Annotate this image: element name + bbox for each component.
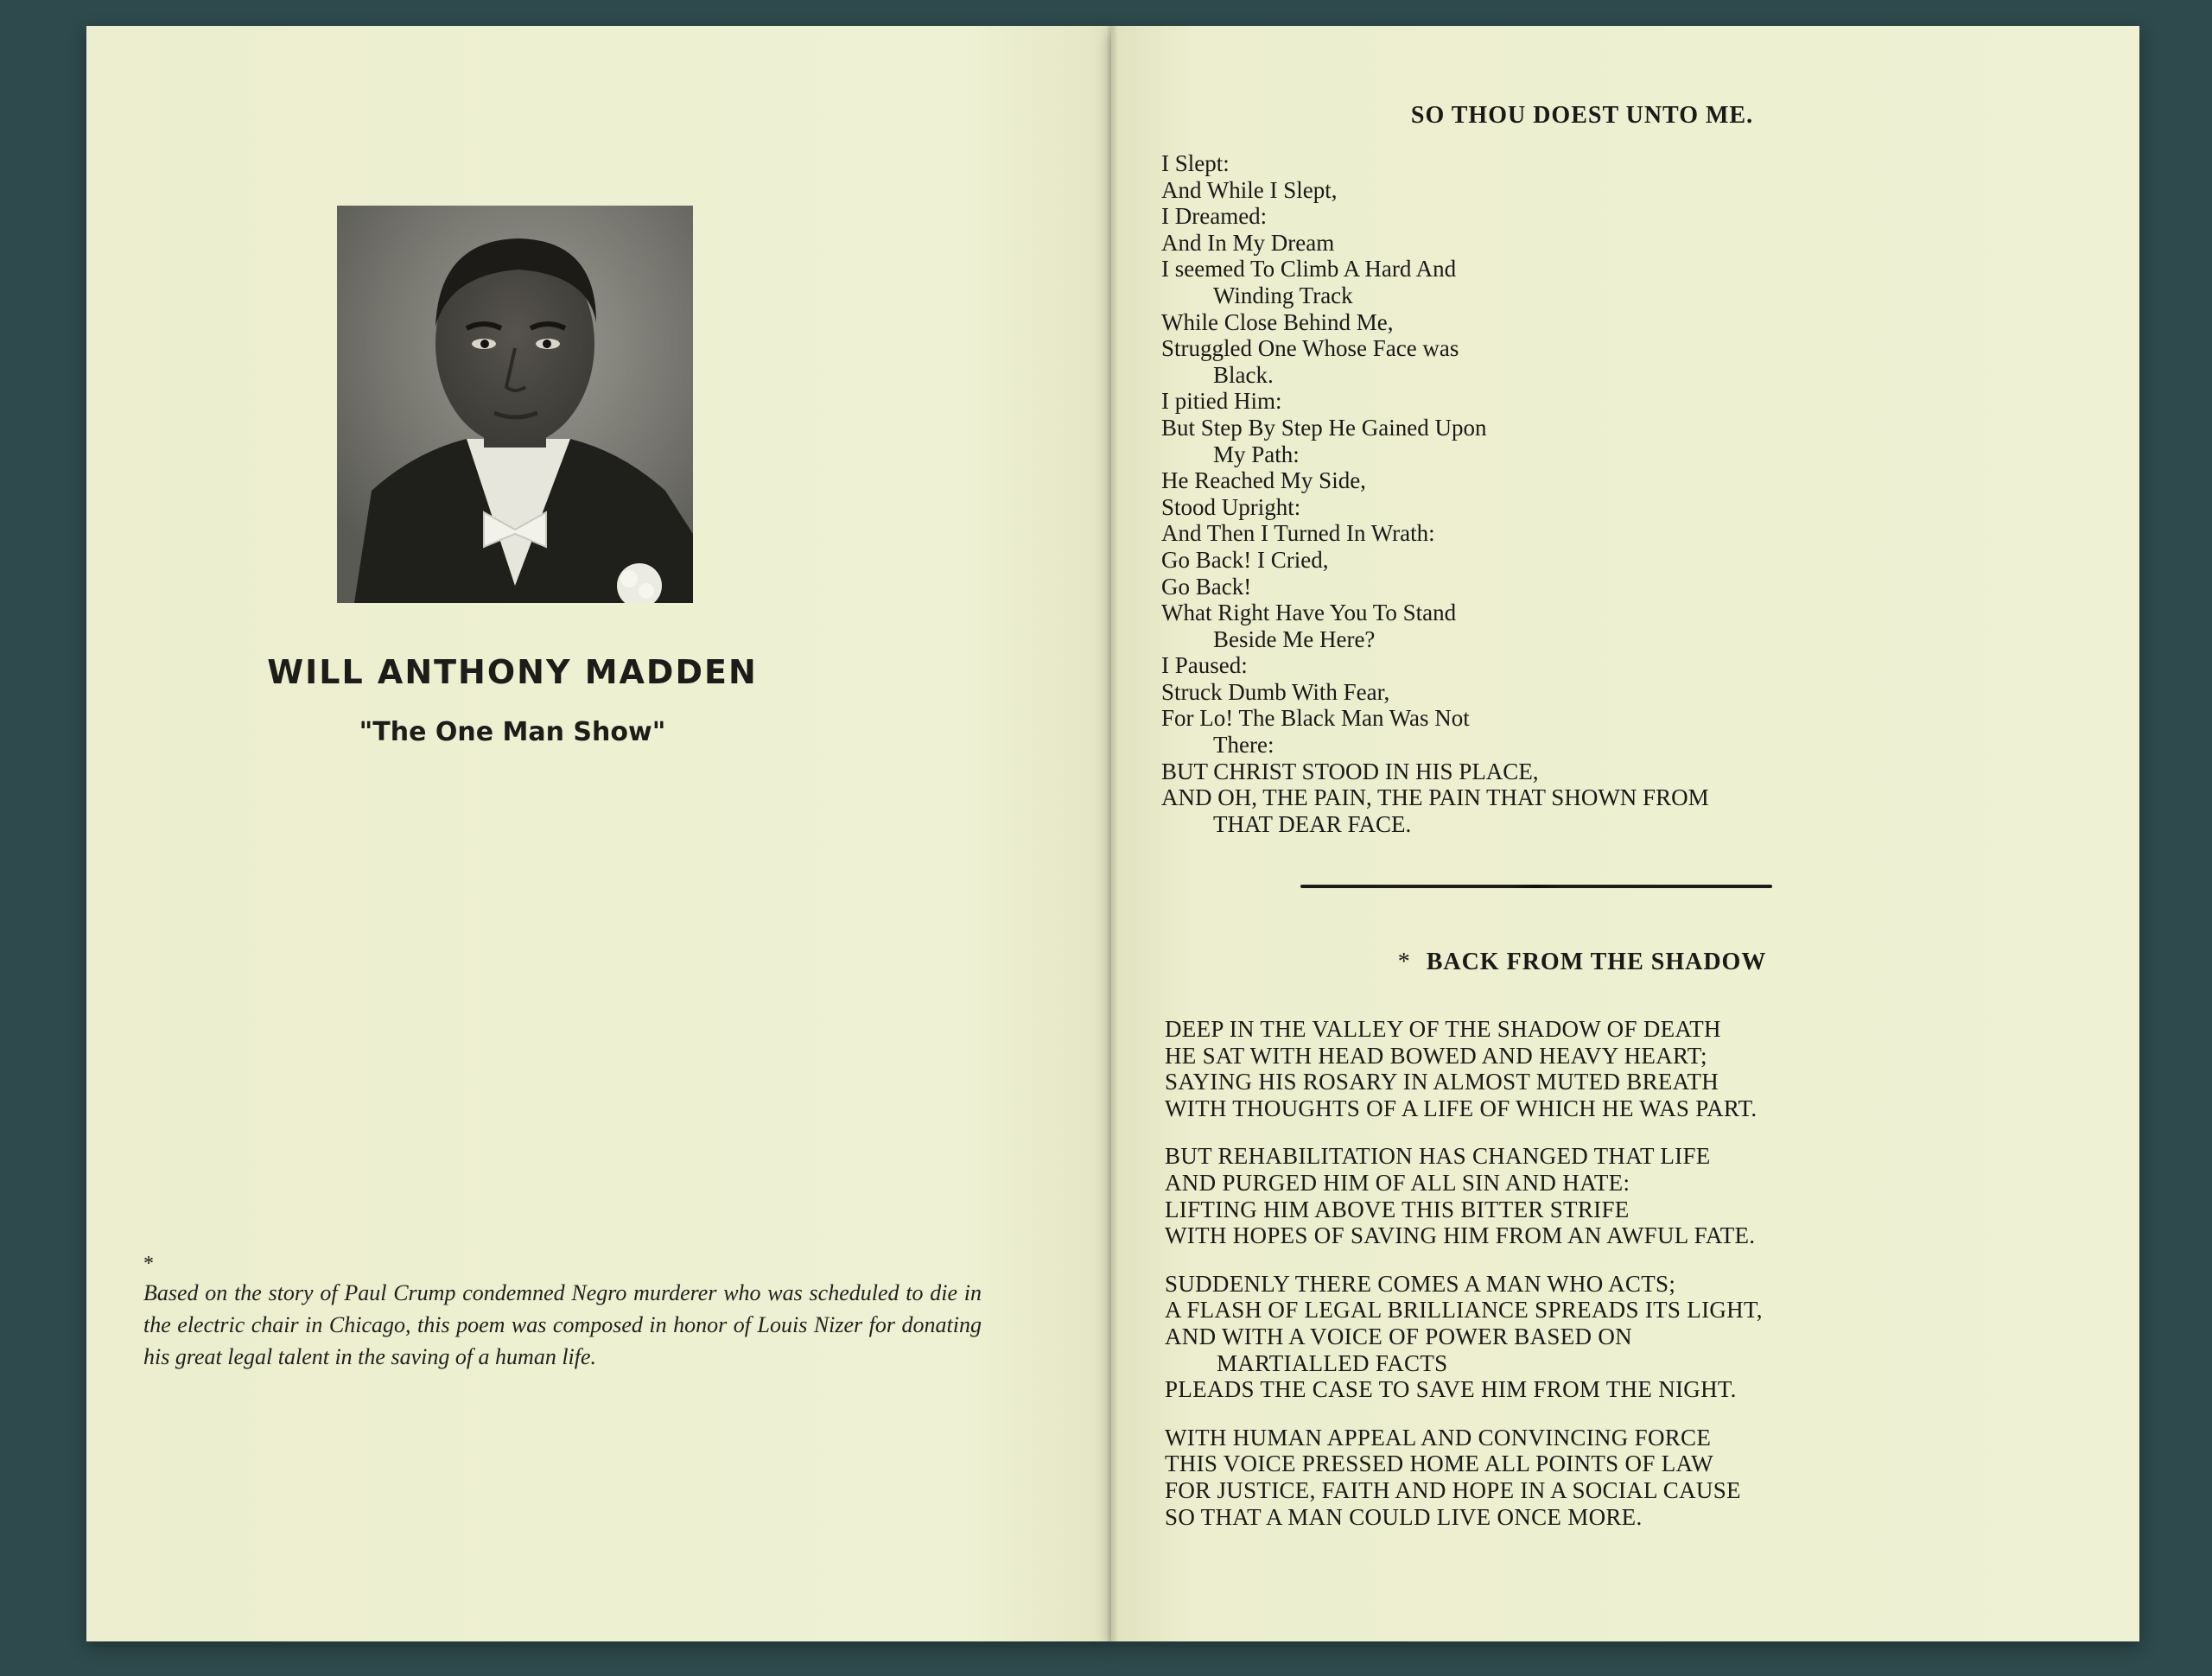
poem2-line: HE SAT WITH HEAD BOWED AND HEAVY HEART; <box>1165 1042 1707 1069</box>
poem1-line: And Then I Turned In Wrath: <box>1161 520 1435 547</box>
poem2-title-row <box>1025 949 2053 976</box>
poem1-line: BUT CHRIST STOOD IN HIS PLACE, <box>1161 758 1539 784</box>
footnote-text: Based on the story of Paul Crump condemned Negro murderer who was scheduled to die in the electric chair in Chicago, this poem was composed in honor of Louis Nizer for donating his great legal talent in the saving of a human life. <box>143 1280 982 1369</box>
poem2-body <box>1165 1016 1994 1552</box>
poem2-line: PLEADS THE CASE TO SAVE HIM FROM THE NIGHT. <box>1165 1376 1737 1403</box>
poem2-stanza <box>1165 1143 1994 1248</box>
poem1-line: Go Back! <box>1161 573 1252 600</box>
poem2-line: A FLASH OF LEGAL BRILLIANCE SPREADS ITS LIGHT, <box>1165 1297 1763 1324</box>
poem2-stanza <box>1165 1016 1994 1121</box>
poem2-line: LIFTING HIM ABOVE THIS BITTER STRIFE <box>1165 1196 1630 1222</box>
poem1-line: My Path: <box>1213 441 1300 467</box>
poem1-line: I seemed To Climb A Hard And <box>1161 256 1457 283</box>
poem2-line: WITH THOUGHTS OF A LIFE OF WHICH HE WAS PART. <box>1165 1095 1758 1121</box>
poem2-stanza <box>1165 1271 1994 1403</box>
poem1-line: I pitied Him: <box>1161 388 1282 415</box>
poem1-line: What Right Have You To Stand <box>1161 600 1457 626</box>
poem2-line: SO THAT A MAN COULD LIVE ONCE MORE. <box>1165 1503 1643 1530</box>
poem1-line: Beside Me Here? <box>1213 625 1376 652</box>
poem1-title: SO THOU DOEST UNTO ME. <box>1410 102 1754 129</box>
poem2-line: AND WITH A VOICE OF POWER BASED ON <box>1165 1323 1632 1349</box>
footnote-marker: * <box>143 1253 154 1275</box>
performer-subtitle: "The One Man Show" <box>359 717 666 747</box>
poem1-line: Black. <box>1213 361 1274 388</box>
performer-name: WILL ANTHONY MADDEN <box>267 653 758 691</box>
portrait-photo <box>337 206 693 603</box>
poem1-line: While Close Behind Me, <box>1161 308 1394 335</box>
poem1-line: I Slept: <box>1161 150 1230 176</box>
poem1-line: Go Back! I Cried, <box>1161 546 1329 573</box>
poem1-line: I Dreamed: <box>1161 203 1268 230</box>
poem2-marker: * <box>1397 949 1411 975</box>
poem1-line: I Paused: <box>1161 652 1248 679</box>
poem2-line: MARTIALLED FACTS <box>1217 1349 1448 1376</box>
poem1-line: He Reached My Side, <box>1161 467 1366 494</box>
poem1-line: Struggled One Whose Face was <box>1161 335 1459 362</box>
poem2-line: FOR JUSTICE, FAITH AND HOPE IN A SOCIAL CAUSE <box>1165 1476 1741 1503</box>
poem2-line: AND PURGED HIM OF ALL SIN AND HATE: <box>1165 1169 1630 1196</box>
poem2-line: WITH HUMAN APPEAL AND CONVINCING FORCE <box>1165 1424 1712 1451</box>
section-divider <box>1300 885 1772 888</box>
poem1-line: Stood Upright: <box>1161 493 1301 520</box>
poem1-line: But Step By Step He Gained Upon <box>1161 414 1487 441</box>
page-gutter <box>1106 26 1118 1641</box>
poem2-line: SAYING HIS ROSARY IN ALMOST MUTED BREATH <box>1165 1069 1719 1095</box>
poem1-line: For Lo! The Black Man Was Not <box>1161 705 1470 732</box>
poem1-line: Winding Track <box>1213 282 1353 308</box>
poem2-line: THIS VOICE PRESSED HOME ALL POINTS OF LAW <box>1165 1451 1713 1477</box>
poem1-line: And While I Slept, <box>1161 176 1338 203</box>
poem1-line: Struck Dumb With Fear, <box>1161 678 1390 705</box>
poem1-line: And In My Dream <box>1161 229 1335 256</box>
poem2-line: DEEP IN THE VALLEY OF THE SHADOW OF DEATH <box>1165 1016 1721 1042</box>
poem1-line: There: <box>1213 732 1274 759</box>
poem2-line: WITH HOPES OF SAVING HIM FROM AN AWFUL FATE. <box>1165 1222 1756 1249</box>
poem1-body <box>1161 150 1974 837</box>
poem2-line: SUDDENLY THERE COMES A MAN WHO ACTS; <box>1165 1270 1676 1297</box>
poem2-line: BUT REHABILITATION HAS CHANGED THAT LIFE <box>1165 1143 1711 1170</box>
poem2-stanza <box>1165 1425 1994 1530</box>
poem2-title: BACK FROM THE SHADOW <box>1426 949 1767 975</box>
poem1-line: THAT DEAR FACE. <box>1213 810 1412 837</box>
poem1-line: AND OH, THE PAIN, THE PAIN THAT SHOWN FROM <box>1161 784 1709 811</box>
